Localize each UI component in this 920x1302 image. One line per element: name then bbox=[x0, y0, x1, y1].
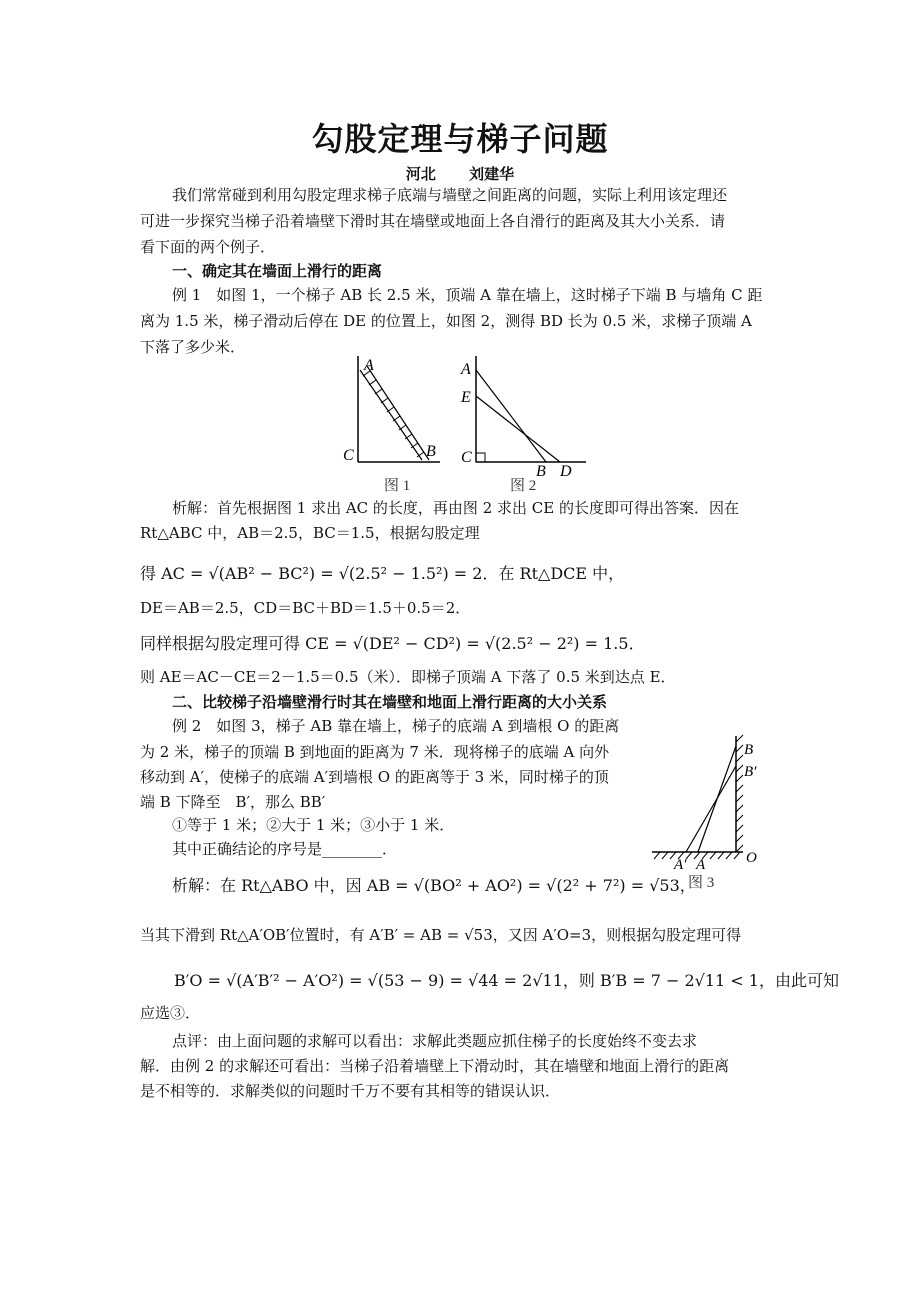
fig3-label-o: O bbox=[746, 850, 757, 866]
figure-2 bbox=[456, 352, 596, 496]
analysis2-line-1: 析解：在 Rt△ABO 中，因 AB = √(BO² + AO²) = √(2² + 7²) = √53， bbox=[172, 876, 696, 895]
section-heading-1: 一、确定其在墙面上滑行的距离 bbox=[172, 262, 383, 280]
page-title: 勾股定理与梯子问题 bbox=[311, 120, 609, 158]
example1-line-1: 例 1 如图 1，一个梯子 AB 长 2.5 米，顶端 A 靠在墙上，这时梯子下端 B 与墙角 C 距 bbox=[172, 286, 763, 304]
fig3-label-a: A bbox=[696, 857, 706, 873]
fig3-caption: 图 3 bbox=[688, 875, 715, 891]
fig2-label-c: C bbox=[461, 449, 472, 466]
example2-options: ①等于 1 米；②大于 1 米；③小于 1 米． bbox=[172, 816, 455, 834]
fig2-label-d: D bbox=[560, 463, 572, 480]
author-region: 河北 bbox=[405, 165, 436, 183]
example1-line-3: 下落了多少米． bbox=[140, 338, 246, 356]
comment-line-1: 点评：由上面问题的求解可以看出：求解此类题应抓住梯子的长度始终不变去求 bbox=[172, 1032, 698, 1050]
example2-line-2: 为 2 米，梯子的顶端 B 到地面的距离为 7 米．现将梯子的底端 A 向外 bbox=[140, 743, 610, 761]
author-name: 刘建华 bbox=[469, 165, 515, 183]
author-line bbox=[0, 163, 920, 184]
fig2-caption: 图 2 bbox=[510, 478, 537, 494]
fig3-label-a-prime: A′ bbox=[674, 857, 687, 873]
figure-3 bbox=[648, 732, 778, 894]
analysis1-line-1: 析解：首先根据图 1 求出 AC 的长度，再由图 2 求出 CE 的长度即可得出答案．因在 bbox=[172, 499, 739, 517]
fig1-label-b: B bbox=[426, 443, 436, 460]
fig1-label-a: A bbox=[364, 357, 374, 374]
fig3-label-b-prime: B′ bbox=[744, 764, 757, 780]
example1-line-2: 离为 1.5 米，梯子滑动后停在 DE 的位置上，如图 2，测得 BD 长为 0.5 米，求梯子顶端 A bbox=[140, 312, 752, 330]
example2-line-4: 端 B 下降至 B′，那么 BB′ bbox=[140, 793, 326, 811]
comment-line-3: 是不相等的．求解类似的问题时千万不要有其相等的错误认识． bbox=[140, 1082, 561, 1100]
intro-line-3: 看下面的两个例子． bbox=[140, 238, 276, 256]
analysis2-line-2: 当其下滑到 Rt△A′OB′位置时，有 A′B′ = AB = √53，又因 A′O=3，则根据勾股定理可得 bbox=[140, 926, 742, 944]
comment-line-2: 解．由例 2 的求解还可看出：当梯子沿着墙壁上下滑动时，其在墙壁和地面上滑行的距离 bbox=[140, 1057, 730, 1075]
fig1-caption: 图 1 bbox=[384, 478, 411, 494]
analysis2-line-4: 应选③． bbox=[140, 1004, 201, 1022]
figure-1 bbox=[340, 352, 450, 496]
intro-line-2: 可进一步探究当梯子沿着墙壁下滑时其在墙壁或地面上各自滑行的距离及其大小关系．请 bbox=[140, 212, 726, 230]
fig1-label-c: C bbox=[343, 447, 354, 464]
example2-blank: 其中正确结论的序号是________． bbox=[172, 840, 398, 858]
analysis2-line-3: B′O = √(A′B′² − A′O²) = √(53 − 9) = √44 = 2√11，则 B′B = 7 − 2√11 < 1，由此可知 bbox=[174, 971, 839, 990]
section-heading-2: 二、比较梯子沿墙壁滑行时其在墙壁和地面上滑行距离的大小关系 bbox=[172, 693, 608, 711]
analysis1-line-2: Rt△ABC 中，AB＝2.5，BC＝1.5，根据勾股定理 bbox=[140, 524, 480, 542]
fig3-label-b: B bbox=[744, 742, 754, 758]
fig2-label-e: E bbox=[461, 389, 471, 406]
example2-line-1: 例 2 如图 3，梯子 AB 靠在墙上，梯子的底端 A 到墙根 O 的距离 bbox=[172, 717, 620, 735]
analysis1-line-4: DE＝AB＝2.5，CD＝BC＋BD＝1.5＋0.5＝2． bbox=[140, 599, 471, 617]
example2-line-3: 移动到 A′，使梯子的底端 A′到墙根 O 的距离等于 3 米，同时梯子的顶 bbox=[140, 768, 609, 786]
fig2-label-b: B bbox=[536, 463, 546, 480]
analysis1-line-6: 则 AE＝AC－CE＝2－1.5＝0.5（米）．即梯子顶端 A 下落了 0.5 米到达点 E． bbox=[140, 668, 676, 686]
analysis1-line-3: 得 AC = √(AB² − BC²) = √(2.5² − 1.5²) = 2．在 Rt△DCE 中， bbox=[140, 564, 625, 583]
analysis1-line-5: 同样根据勾股定理可得 CE = √(DE² − CD²) = √(2.5² − 2²) = 1.5． bbox=[140, 634, 645, 653]
intro-line-1: 我们常常碰到利用勾股定理求梯子底端与墙壁之间距离的问题，实际上利用该定理还 bbox=[172, 186, 728, 204]
fig2-label-a: A bbox=[461, 361, 471, 378]
